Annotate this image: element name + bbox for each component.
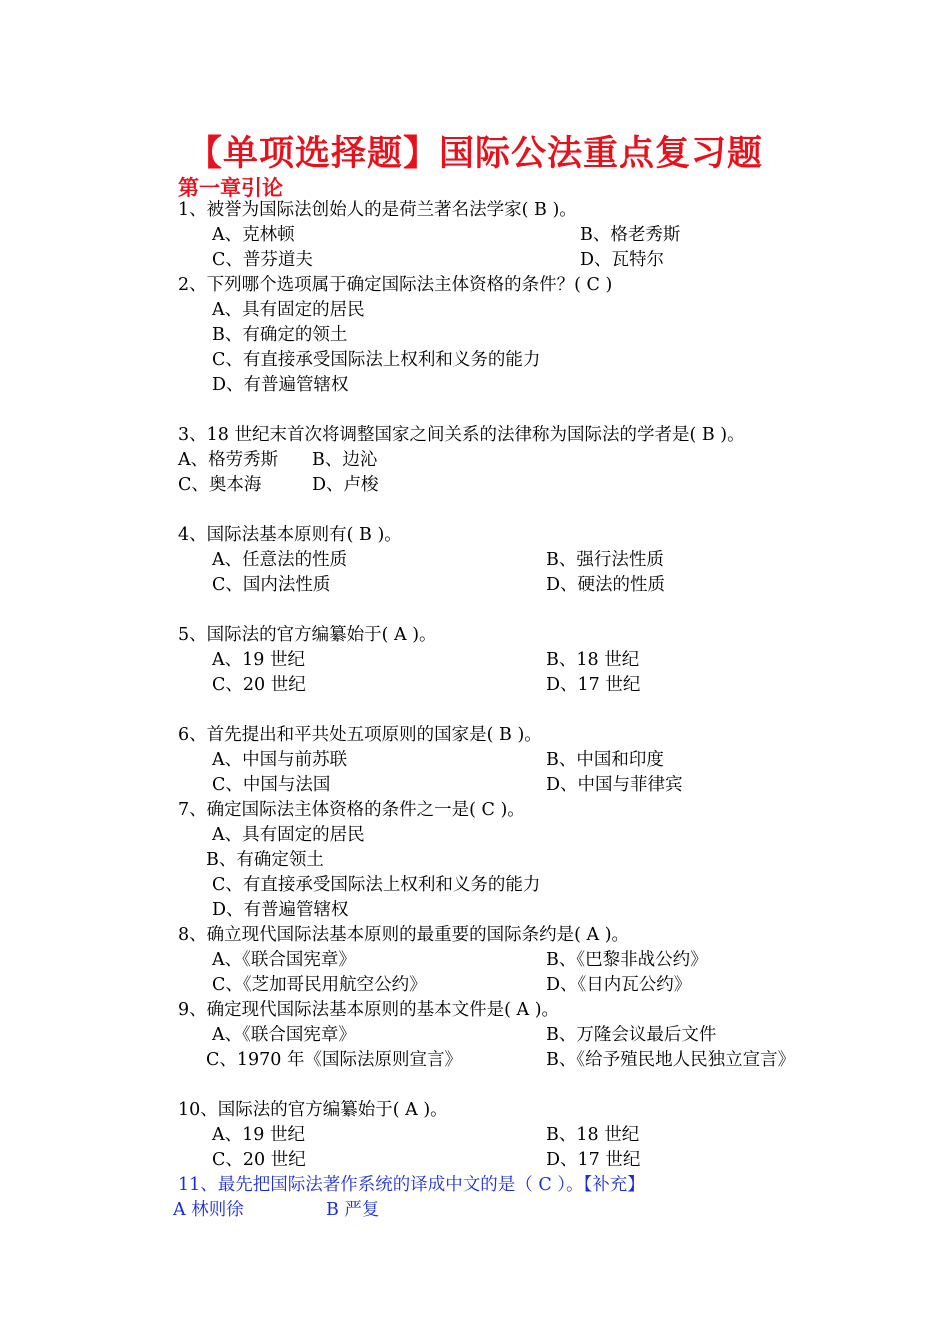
option-b: B、有确定的领土 (212, 325, 348, 345)
option-a: A、任意法的性质 (212, 550, 348, 570)
option-b: B、18 世纪 (546, 650, 640, 670)
option-b: B 严复 (326, 1200, 380, 1220)
question-stem: 1、被誉为国际法创始人的是荷兰著名法学家( B )。 (178, 200, 577, 220)
option-b: B、边沁 (312, 450, 378, 470)
option-a: A、具有固定的居民 (212, 300, 365, 320)
option-a: A、19 世纪 (212, 1125, 305, 1145)
option-d: D、《日内瓦公约》 (546, 975, 692, 995)
option-c: C、有直接承受国际法上权利和义务的能力 (212, 350, 541, 370)
option-a: A、《联合国宪章》 (212, 950, 356, 970)
option-c: C、《芝加哥民用航空公约》 (212, 975, 427, 995)
option-b: B、中国和印度 (546, 750, 664, 770)
option-a: A、克林顿 (212, 225, 295, 245)
option-b: B、强行法性质 (546, 550, 664, 570)
option-a: A、19 世纪 (212, 650, 305, 670)
question-stem: 11、最先把国际法著作系统的译成中文的是（ C ）。【补充】 (178, 1175, 645, 1195)
option-d: D、17 世纪 (546, 1150, 641, 1170)
question-stem: 10、国际法的官方编纂始于( A )。 (178, 1100, 448, 1120)
option-c: C、20 世纪 (212, 675, 306, 695)
option-d: D、硬法的性质 (546, 575, 666, 595)
question-stem: 9、确定现代国际法基本原则的基本文件是( A )。 (178, 1000, 560, 1020)
question-stem: 5、国际法的官方编纂始于( A )。 (178, 625, 437, 645)
chapter-heading: 第一章引论 (178, 176, 283, 200)
option-d: D、卢梭 (312, 475, 379, 495)
option-c: C、奥本海 (178, 475, 262, 495)
option-b: B、18 世纪 (546, 1125, 640, 1145)
option-c: C、国内法性质 (212, 575, 331, 595)
option-a: A、格劳秀斯 (178, 450, 279, 470)
question-stem: 8、确立现代国际法基本原则的最重要的国际条约是( A )。 (178, 925, 630, 945)
option-b: B、《巴黎非战公约》 (546, 950, 708, 970)
question-stem: 2、下列哪个选项属于确定国际法主体资格的条件？( C ) (178, 275, 613, 295)
option-a: A 林则徐 (173, 1200, 244, 1220)
option-c: C、中国与法国 (212, 775, 331, 795)
question-stem: 4、国际法基本原则有( B )。 (178, 525, 402, 545)
option-a: A、具有固定的居民 (212, 825, 365, 845)
option-d: D、有普遍管辖权 (212, 900, 349, 920)
option-c: C、20 世纪 (212, 1150, 306, 1170)
option-b: B、万隆会议最后文件 (546, 1025, 717, 1045)
option-a: A、中国与前苏联 (212, 750, 348, 770)
option-a: A、《联合国宪章》 (212, 1025, 356, 1045)
option-b: B、有确定领土 (206, 850, 324, 870)
option-d: D、17 世纪 (546, 675, 641, 695)
option-c: C、普芬道夫 (212, 250, 313, 270)
question-stem: 3、18 世纪末首次将调整国家之间关系的法律称为国际法的学者是( B )。 (178, 425, 745, 445)
option-d: D、中国与菲律宾 (546, 775, 683, 795)
option-c: C、有直接承受国际法上权利和义务的能力 (212, 875, 541, 895)
option-c: C、1970 年《国际法原则宣言》 (206, 1050, 462, 1070)
question-stem: 7、确定国际法主体资格的条件之一是( C )。 (178, 800, 525, 820)
option-d: D、瓦特尔 (580, 250, 665, 270)
option-b: B、格老秀斯 (580, 225, 681, 245)
question-stem: 6、首先提出和平共处五项原则的国家是( B )。 (178, 725, 542, 745)
option-d: B、《给予殖民地人民独立宣言》 (546, 1050, 796, 1070)
document-title: 【单项选择题】国际公法重点复习题 (186, 134, 763, 174)
option-d: D、有普遍管辖权 (212, 375, 349, 395)
